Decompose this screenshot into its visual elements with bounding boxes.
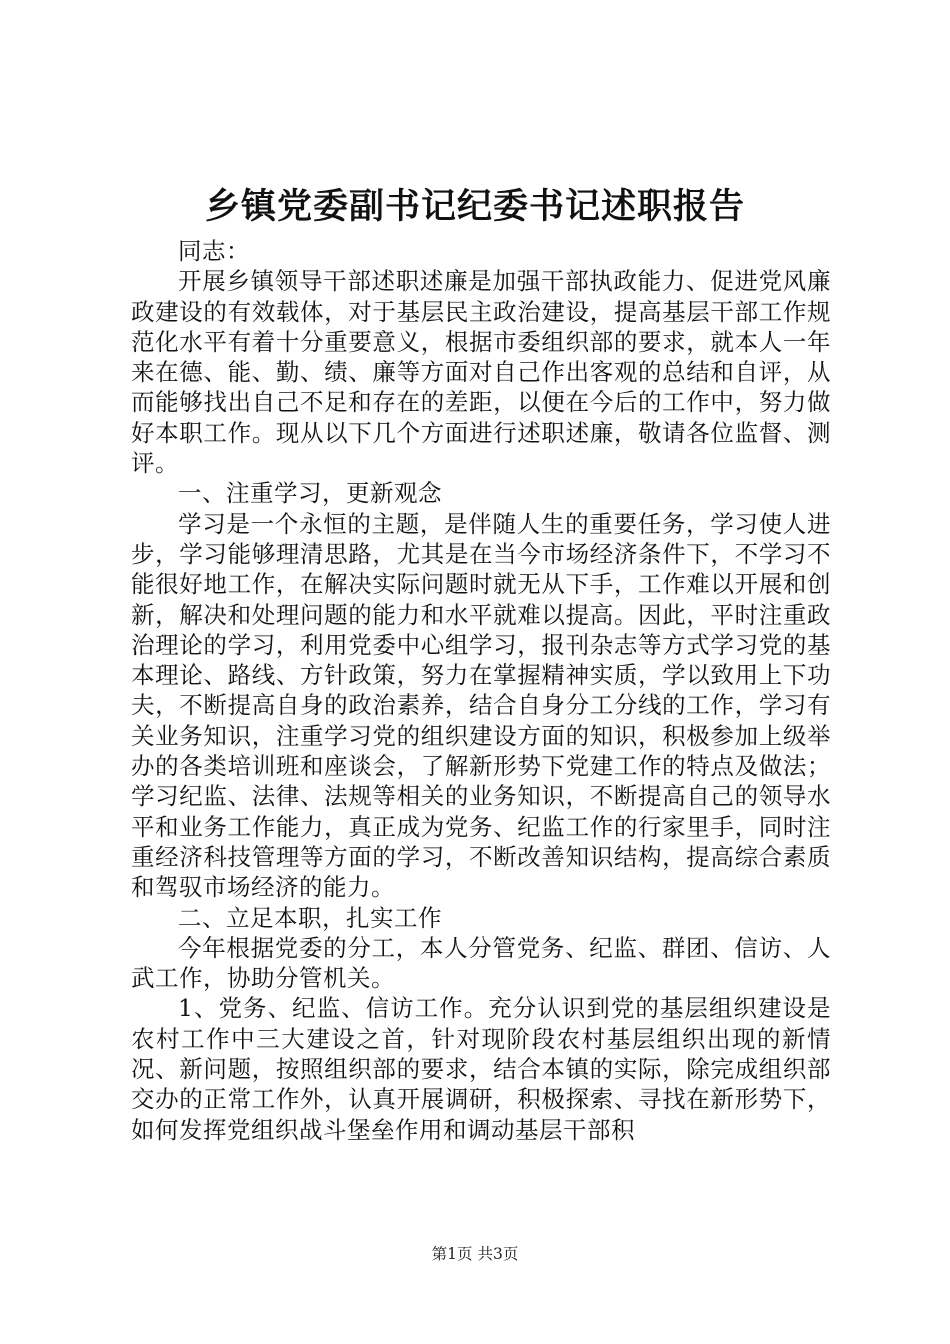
page-footer: 第1页 共3页 xyxy=(431,1245,519,1263)
paragraph-duties: 今年根据党委的分工，本人分管党务、纪监、群团、信访、人武工作，协助分管机关。 xyxy=(131,933,831,993)
document-title: 乡镇党委副书记纪委书记述职报告 xyxy=(204,186,745,227)
paragraph-intro: 开展乡镇领导干部述职述廉是加强干部执政能力、促进党风廉政建设的有效载体，对于基层民主政治建设，提高基层干部工作规范化水平有着十分重要意义，根据市委组织部的要求，就本人一年来在德、能、勤、绩、廉等方面对自己作出客观的总结和自评，从而能够找出自己不足和存在的差距，以便在今后的工作中，努力做好本职工作。现从以下几个方面进行述职述廉，敬请各位监督、测评。 xyxy=(131,267,831,478)
section-heading-2: 二、立足本职，扎实工作 xyxy=(178,903,442,932)
document-body xyxy=(131,236,831,1145)
section-heading-1: 一、注重学习，更新观念 xyxy=(178,479,442,508)
paragraph-study: 学习是一个永恒的主题，是伴随人生的重要任务，学习使人进步，学习能够理清思路，尤其是在当今市场经济条件下，不学习不能很好地工作，在解决实际问题时就无从下手，工作难以开展和创新，解决和处理问题的能力和水平就难以提高。因此，平时注重政治理论的学习，利用党委中心组学习，报刊杂志等方式学习党的基本理论、路线、方针政策，努力在掌握精神实质，学以致用上下功夫，不断提高自身的政治素养，结合自身分工分线的工作，学习有关业务知识，注重学习党的组织建设方面的知识，积极参加上级举办的各类培训班和座谈会，了解新形势下党建工作的特点及做法；学习纪监、法律、法规等相关的业务知识，不断提高自己的领导水平和业务工作能力，真正成为党务、纪监工作的行家里手，同时注重经济科技管理等方面的学习，不断改善知识结构，提高综合素质和驾驭市场经济的能力。 xyxy=(131,509,831,902)
salutation: 同志： xyxy=(178,237,250,265)
paragraph-party-work: 1、党务、纪监、信访工作。充分认识到党的基层组织建设是农村工作中三大建设之首，针对现阶段农村基层组织出现的新情况、新问题，按照组织部的要求，结合本镇的实际，除完成组织部交办的正常工作外，认真开展调研，积极探索、寻找在新形势下，如何发挥党组织战斗堡垒作用和调动基层干部积 xyxy=(131,994,831,1144)
